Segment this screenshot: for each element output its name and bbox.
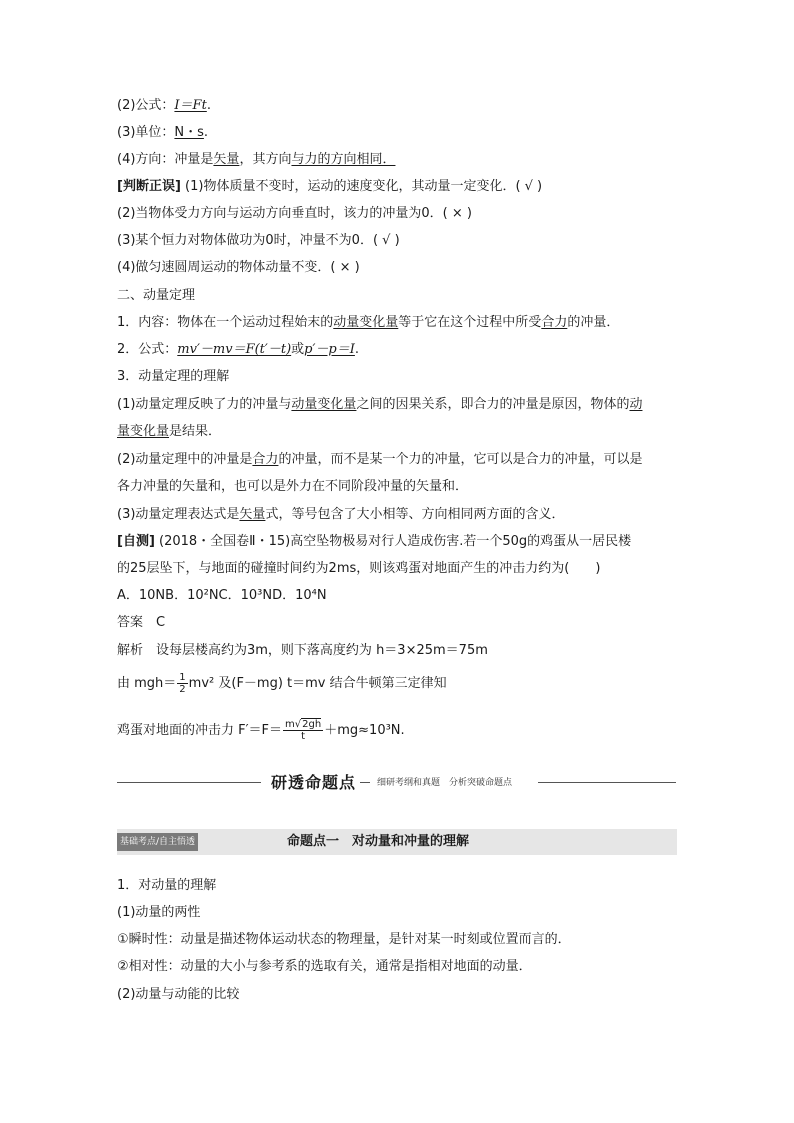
text: . <box>206 98 211 113</box>
text: 鸡蛋对地面的冲击力 F′＝F＝ <box>117 723 283 738</box>
para-line: ②相对性：动量的大小与参考系的选取有关，通常是指相对地面的动量． <box>117 959 532 974</box>
equation-line <box>117 672 447 695</box>
text: (3)单位： <box>117 125 175 140</box>
unit-line <box>117 123 208 143</box>
text: m <box>285 719 295 730</box>
text: (2)公式： <box>117 98 175 113</box>
divider-right <box>538 782 676 783</box>
judge-label: [判断正误] <box>117 179 181 194</box>
divider-left <box>117 782 261 783</box>
formula-answer: p′－p＝I <box>304 342 355 357</box>
answer: 矢量 <box>213 152 240 167</box>
para-line <box>117 422 221 442</box>
self-test-line <box>117 532 631 552</box>
para-line: ①瞬时性：动量是描述物体运动状态的物理量，是针对某一时刻或位置而言的． <box>117 932 571 947</box>
answer: 动量变化量 <box>333 315 399 330</box>
text: (2018・全国卷Ⅱ・15)高空坠物极易对行人造成伤害.若一个50g的鸡蛋从一居民楼 <box>154 534 632 549</box>
text: (2)动量定理中的冲量是 <box>117 452 253 467</box>
equation-line <box>117 719 405 742</box>
judge-line-1 <box>117 177 542 197</box>
formula-line <box>117 96 211 116</box>
text: 等于它在这个过程中所受 <box>398 315 542 330</box>
para-line <box>117 395 642 415</box>
text: (1)物体质量不变时，运动的速度变化，其动量一定变化．( √ ) <box>180 179 543 194</box>
text: . <box>354 342 360 357</box>
text: (1)动量定理反映了力的冲量与 <box>117 397 292 412</box>
fraction <box>177 672 187 695</box>
question-line: 的25层坠下，与地面的碰撞时间约为2ms，则该鸡蛋对地面产生的冲击力约为( ) <box>117 561 601 576</box>
answer: 合力 <box>252 452 279 467</box>
answer: 动 <box>629 397 643 412</box>
text: 1．内容：物体在一个运动过程始末的 <box>117 315 334 330</box>
text: mv² 及(F－mg) t＝mv 结合牛顿第三定律知 <box>188 676 447 691</box>
answer: 矢量 <box>239 507 266 522</box>
para-line: (2)动量与动能的比较 <box>117 987 240 1002</box>
para-line <box>117 505 564 525</box>
text: . <box>203 125 209 140</box>
section-bar <box>117 829 677 855</box>
denominator: 2 <box>179 684 186 695</box>
subheading: 3．动量定理的理解 <box>117 369 230 384</box>
para-line: (1)动量的两性 <box>117 905 201 920</box>
text: 或 <box>291 342 305 357</box>
para-line <box>117 450 642 470</box>
numerator: 1 <box>179 672 186 683</box>
banner-subtitle: 细研考纲和真题 分析突破命题点 <box>377 778 513 788</box>
fraction <box>283 719 323 742</box>
self-test-label: [自测] <box>117 534 155 549</box>
section-tag: 基础考点/自主悟透 <box>117 833 198 851</box>
banner-title: 研透命题点 <box>271 773 357 792</box>
answer: 量变化量 <box>117 424 170 439</box>
judge-line-3: (3)某个恒力对物体做功为0时，冲量不为0．( √ ) <box>117 233 400 248</box>
denominator: t <box>301 731 306 742</box>
formula-line-2 <box>117 340 359 360</box>
options-line: A．10NB．10²NC．10³ND．10⁴N <box>117 588 327 603</box>
judge-line-4: (4)做匀速圆周运动的物体动量不变．( × ) <box>117 260 360 275</box>
formula-answer: I＝Ft <box>174 98 207 113</box>
text: 是结果． <box>169 424 222 439</box>
text: 的冲量，而不是某一个力的冲量，它可以是合力的冲量，可以是 <box>278 452 643 467</box>
answer: 动量变化量 <box>291 397 357 412</box>
text: 2．公式： <box>117 342 178 357</box>
analysis-line: 解析 设每层楼高约为3m，则下落高度约为 h＝3×25m＝75m <box>117 643 488 658</box>
para-line: 各力冲量的矢量和，也可以是外力在不同阶段冲量的矢量和． <box>117 479 469 494</box>
section-title: 命题点一 对动量和冲量的理解 <box>287 834 470 849</box>
answer: 合力 <box>541 315 568 330</box>
text: (4)方向：冲量是 <box>117 152 214 167</box>
section-heading: 二、动量定理 <box>117 288 196 303</box>
content-line <box>117 313 619 333</box>
unit-answer: N・s <box>174 125 204 140</box>
judge-line-2: (2)当物体受力方向与运动方向垂直时，该力的冲量为0．( × ) <box>117 206 472 221</box>
text: (3)动量定理表达式是 <box>117 507 240 522</box>
formula-answer: mv′－mv＝F(t′－t) <box>177 342 292 357</box>
divider-mid <box>360 782 370 783</box>
subheading: 1．对动量的理解 <box>117 878 217 893</box>
text: 之间的因果关系，即合力的冲量是原因，物体的 <box>356 397 630 412</box>
numerator: m√2gh <box>285 719 322 730</box>
text: 式，等号包含了大小相等、方向相同两方面的含义． <box>265 507 565 522</box>
answer: 与力的方向相同． <box>291 152 396 167</box>
text: 的冲量． <box>567 315 620 330</box>
radicand: 2gh <box>302 719 322 730</box>
text: ，其方向 <box>239 152 292 167</box>
text: 由 mgh＝ <box>117 676 177 691</box>
direction-line <box>117 150 395 170</box>
text: ＋mg≈10³N. <box>324 723 405 738</box>
answer-line: 答案 C <box>117 615 166 630</box>
